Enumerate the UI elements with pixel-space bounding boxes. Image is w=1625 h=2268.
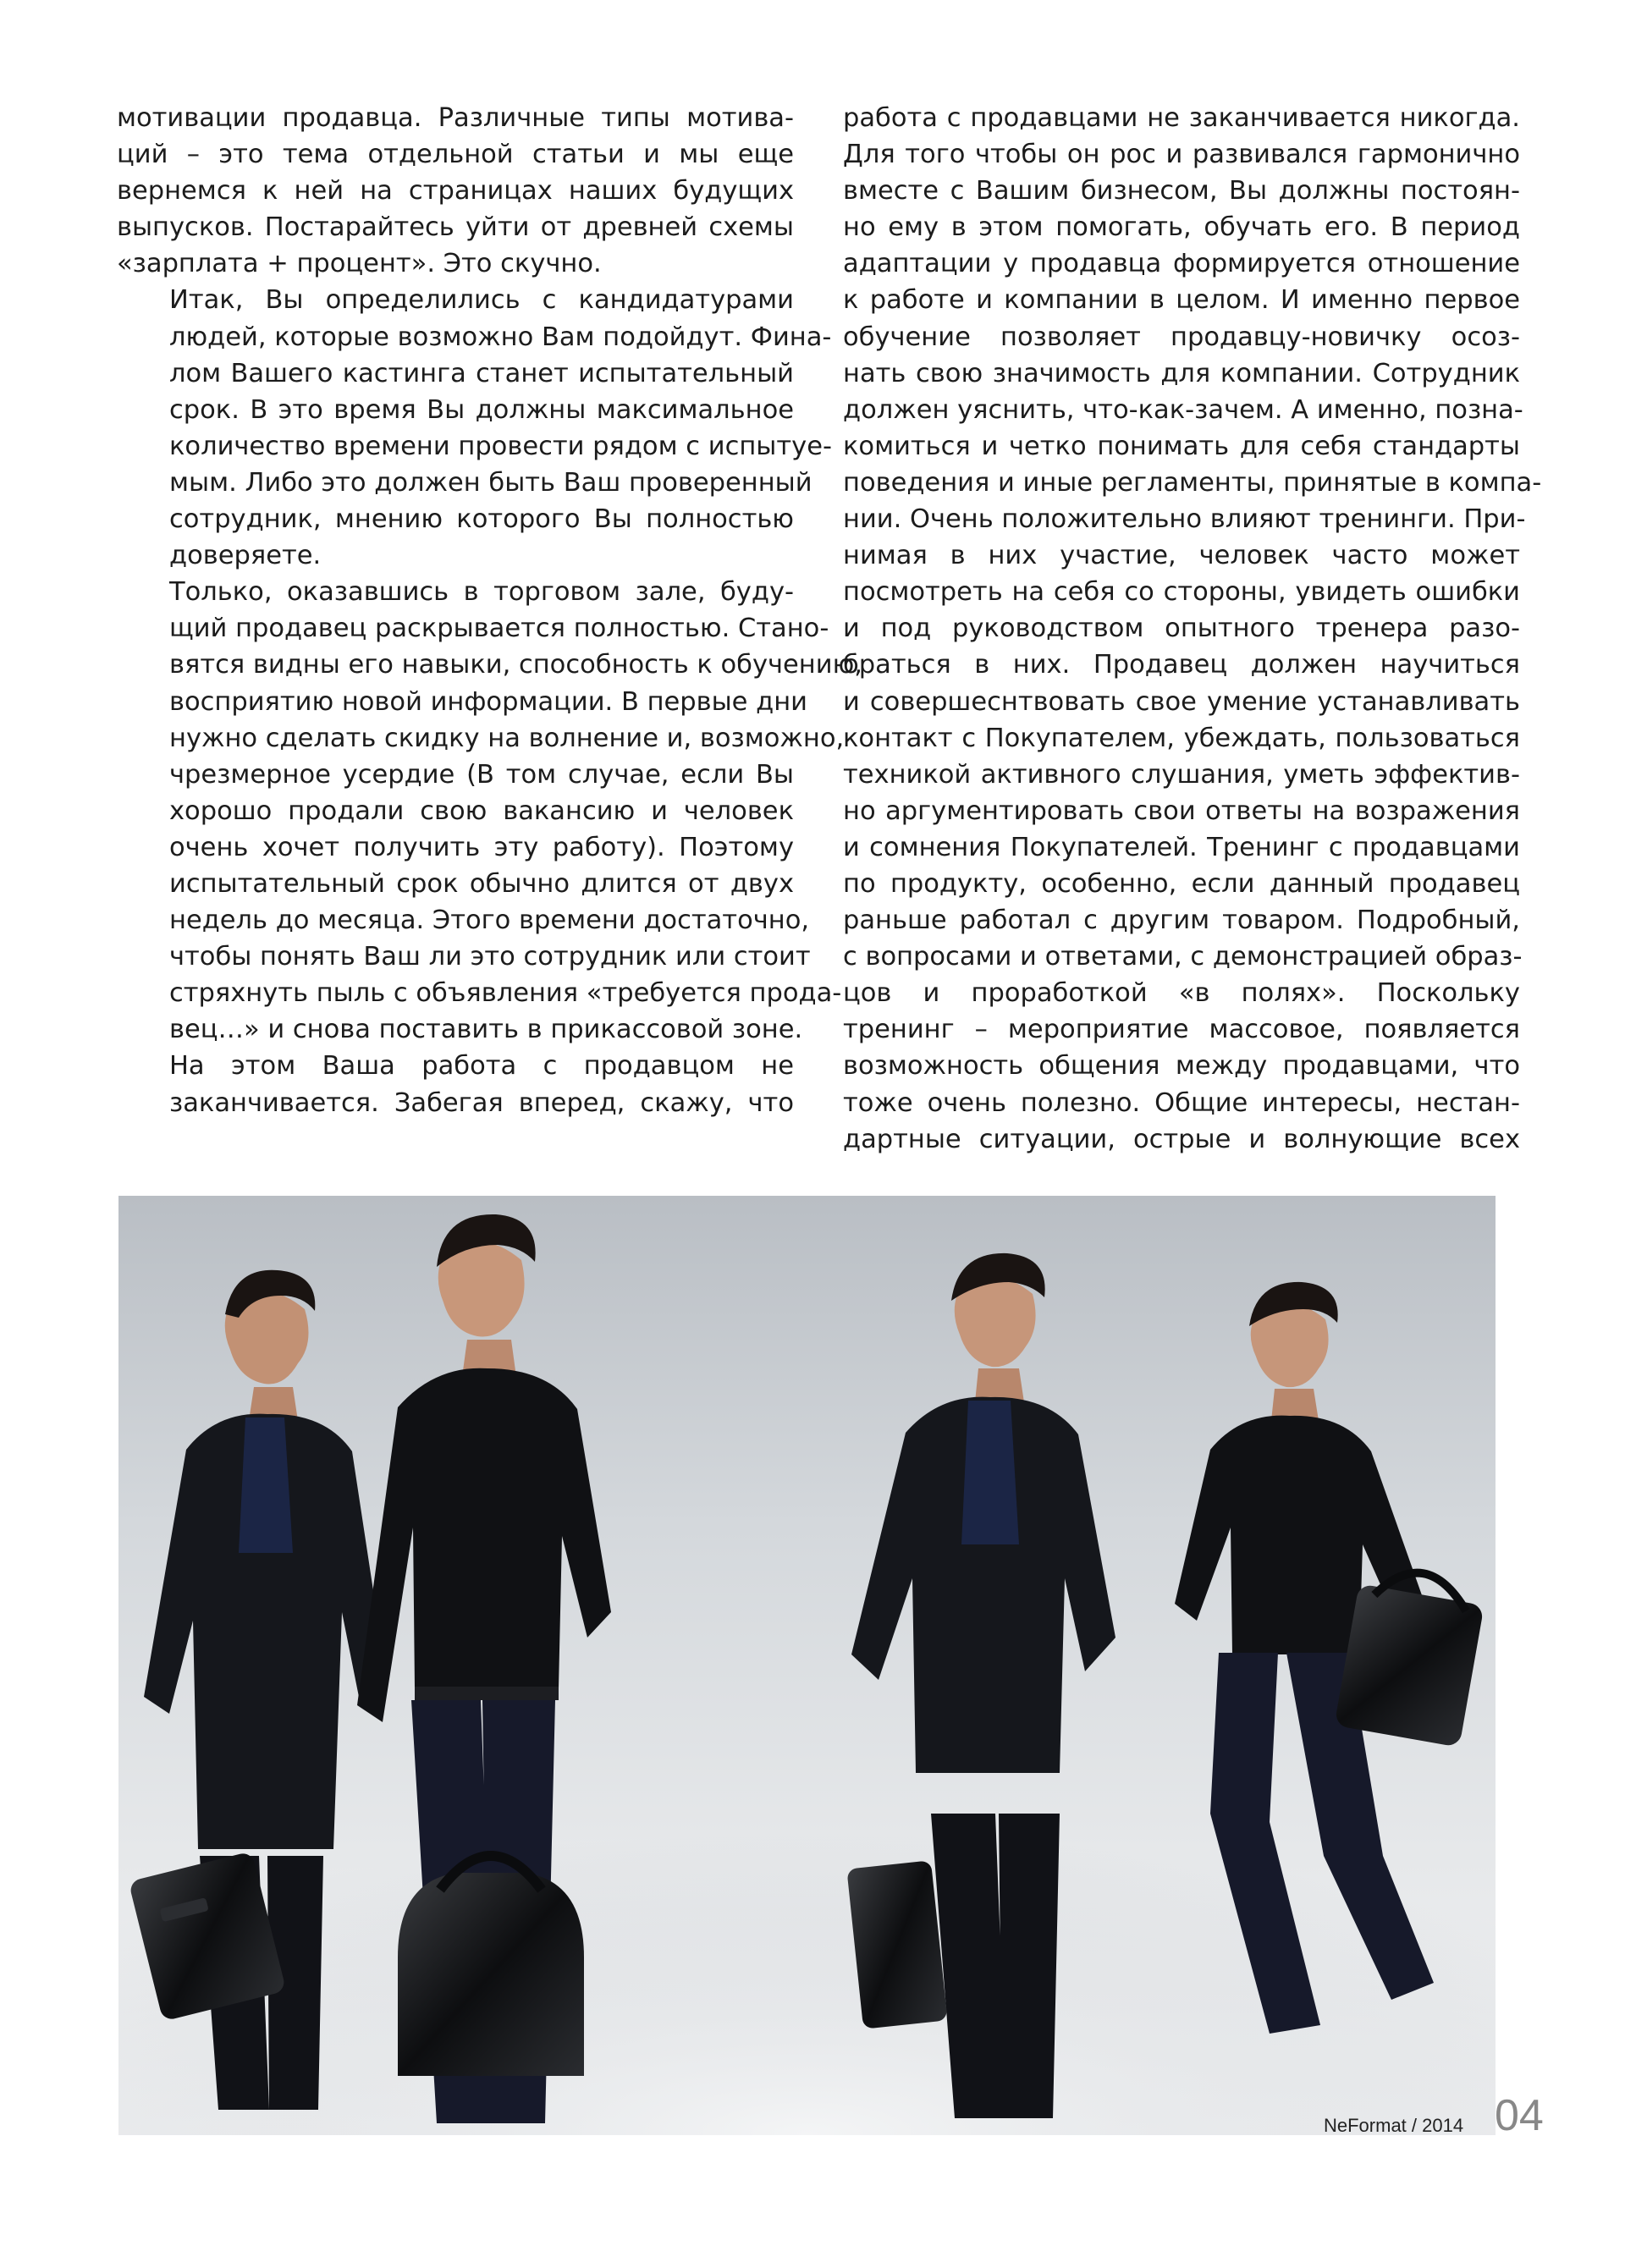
text-line: нии. Очень положительно влияют тренинги. При- [843, 504, 1526, 535]
text-line: техникой активного слушания, уметь эффектив- [843, 759, 1520, 790]
text-line: и под руководством опытного тренера разо- [843, 614, 1520, 644]
text-line: и сомнения Покупателей. Тренинг с продавцами [843, 832, 1520, 862]
left-paragraph-1 [117, 100, 794, 282]
text-line: вец…» и снова поставить в прикассовой зоне. [169, 1015, 803, 1045]
text-line: людей, которые возможно Вам подойдут. Фина- [169, 322, 832, 352]
text-line: На этом Ваша работа с продавцом не [169, 1051, 794, 1082]
text-line: стряхнуть пыль с объявления «требуется прода- [169, 978, 842, 1009]
text-line: но ему в этом помогать, обучать его. В период [843, 212, 1520, 243]
text-line: контакт с Покупателем, убеждать, пользоваться [843, 723, 1520, 753]
text-line: адаптации у продавца формируется отношение [843, 249, 1520, 279]
left-column [117, 100, 862, 1121]
text-line: должен уяснить, что-как-зачем. А именно, позна- [843, 394, 1523, 425]
text-line: количество времени провести рядом с испытуе- [169, 431, 832, 461]
text-line: нимая в них участие, человек часто может [843, 541, 1520, 571]
text-line: восприятию новой информации. В первые дни [169, 686, 807, 717]
text-line: нужно сделать скидку на волнение и, возможно, [169, 723, 845, 753]
text-line: по продукту, особенно, если данный продавец [843, 868, 1520, 899]
text-line: чтобы понять Ваш ли это сотрудник или стоит [169, 942, 811, 972]
text-line: нать свою значимость для компании. Сотрудник [843, 358, 1520, 388]
text-line: выпусков. Постарайтесь уйти от древней схемы [117, 212, 794, 243]
text-line: поведения и иные регламенты, принятые в компа- [843, 467, 1542, 498]
magazine-footer-label: NeFormat / 2014 [1324, 2115, 1464, 2136]
text-line: раньше работал с другим товаром. Подробный, [843, 906, 1520, 936]
text-line: с вопросами и ответами, с демонстрацией образ- [843, 942, 1523, 972]
text-line: цов и проработкой «в полях». Поскольку [843, 978, 1520, 1009]
text-line: посмотреть на себя со стороны, увидеть ошибки [843, 577, 1520, 608]
text-line: Итак, Вы определились с кандидатурами [169, 285, 794, 316]
text-line: но аргументировать свои ответы на возражения [843, 795, 1520, 826]
text-line: вятся видны его навыки, способность к обучению, [169, 650, 862, 680]
text-line: сотрудник, мнению которого Вы полностью [169, 504, 794, 535]
text-line: вместе с Вашим бизнесом, Вы должны постоян- [843, 176, 1520, 206]
left-paragraph-4 [117, 1048, 794, 1120]
text-line: доверяете. [169, 541, 322, 571]
text-line: Для того чтобы он рос и развивался гармонично [843, 140, 1520, 170]
text-line: чрезмерное усердие (В том случае, если Вы [169, 759, 794, 790]
text-line: и совершеснтвовать свое умение устанавливать [843, 686, 1520, 717]
text-line: заканчивается. Забегая вперед, скажу, что [169, 1087, 794, 1118]
text-line: лом Вашего кастинга станет испытательный [169, 358, 794, 388]
text-line: испытательный срок обычно длится от двух [169, 868, 794, 899]
text-line: мым. Либо это должен быть Ваш проверенный [169, 467, 812, 498]
text-line: дартные ситуации, острые и волнующие всех [843, 1124, 1520, 1154]
text-line: Только, оказавшись в торговом зале, буду- [169, 577, 794, 608]
text-line: комиться и четко понимать для себя стандарты [843, 431, 1520, 461]
text-line: срок. В это время Вы должны максимальное [169, 394, 794, 425]
text-line: «зарплата + процент». Это скучно. [117, 249, 602, 279]
text-line: к работе и компании в целом. И именно первое [843, 285, 1520, 316]
fashion-photo [118, 1196, 1496, 2135]
text-line: мотивации продавца. Различные типы мотива- [117, 103, 794, 133]
left-paragraph-3 [117, 574, 862, 1048]
text-line: щий продавец раскрывается полностью. Стано- [169, 614, 829, 644]
left-paragraph-2 [117, 282, 832, 574]
right-column [843, 100, 1542, 1158]
text-line: браться в них. Продавец должен научиться [843, 650, 1520, 680]
four-men-in-black-suits-illustration [118, 1196, 1496, 2135]
text-line: тоже очень полезно. Общие интересы, нестан- [843, 1087, 1520, 1118]
text-line: работа с продавцами не заканчивается никогда. [843, 103, 1520, 133]
text-line: тренинг – мероприятие массовое, появляется [843, 1015, 1520, 1045]
text-line: возможность общения между продавцами, что [843, 1051, 1520, 1082]
text-line: хорошо продали свою вакансию и человек [169, 795, 794, 826]
text-line: недель до месяца. Этого времени достаточно, [169, 906, 810, 936]
text-line: вернемся к ней на страницах наших будущих [117, 176, 794, 206]
page-number: 04 [1495, 2091, 1544, 2140]
text-line: очень хочет получить эту работу). Поэтому [169, 832, 794, 862]
right-paragraph-1 [843, 100, 1542, 1158]
text-line: ций – это тема отдельной статьи и мы еще [117, 140, 794, 170]
text-line: обучение позволяет продавцу-новичку осоз- [843, 322, 1520, 352]
